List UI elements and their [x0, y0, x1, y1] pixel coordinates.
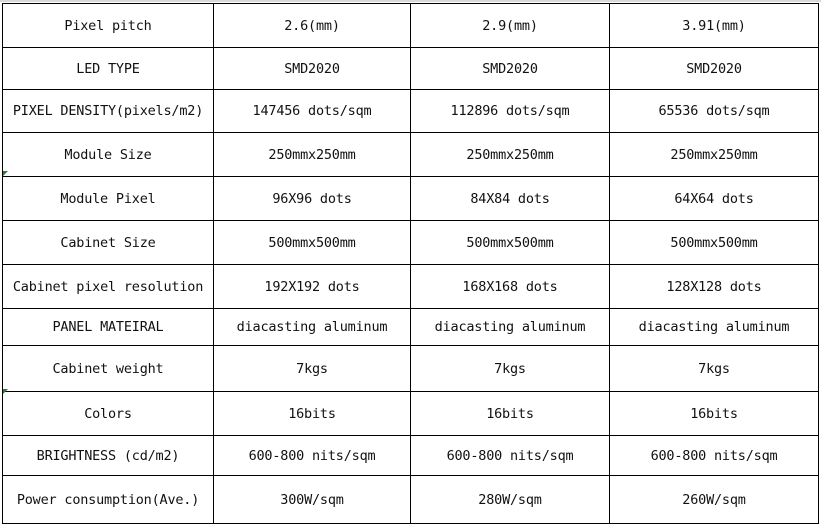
row-label-cabinet-weight: Cabinet weight: [3, 346, 214, 392]
cell-marker-triangle: [3, 171, 8, 176]
table-cell: 16bits: [610, 392, 819, 436]
row-label-colors: Colors: [3, 392, 214, 436]
table-cell: 7kgs: [411, 346, 610, 392]
table-row: [3, 177, 819, 221]
table-cell: 128X128 dots: [610, 265, 819, 309]
cell-marker-triangle: [3, 389, 8, 394]
table-row: [3, 392, 819, 436]
table-cell: 250mmx250mm: [610, 133, 819, 177]
table-cell: 250mmx250mm: [411, 133, 610, 177]
table-cell: diacasting aluminum: [610, 309, 819, 346]
row-label-cabinet-pixel-resolution: Cabinet pixel resolution: [3, 265, 214, 309]
row-label-pixel-density: PIXEL DENSITY(pixels/m2): [3, 90, 214, 133]
led-spec-table: [2, 3, 819, 524]
row-label-brightness: BRIGHTNESS (cd/m2): [3, 436, 214, 476]
table-cell: 500mmx500mm: [610, 221, 819, 265]
table-row: [3, 265, 819, 309]
table-row: [3, 476, 819, 524]
row-label-pixel-pitch: Pixel pitch: [3, 4, 214, 48]
table-cell: 65536 dots/sqm: [610, 90, 819, 133]
table-cell: 600-800 nits/sqm: [610, 436, 819, 476]
table-cell: 147456 dots/sqm: [214, 90, 411, 133]
table-cell: 260W/sqm: [610, 476, 819, 524]
table-row: [3, 346, 819, 392]
table-cell: 300W/sqm: [214, 476, 411, 524]
row-label-power-consumption: Power consumption(Ave.): [3, 476, 214, 524]
table-cell: SMD2020: [214, 48, 411, 90]
table-cell: 600-800 nits/sqm: [214, 436, 411, 476]
table-cell: 7kgs: [610, 346, 819, 392]
table-row: [3, 133, 819, 177]
table-cell: 250mmx250mm: [214, 133, 411, 177]
table-cell: 64X64 dots: [610, 177, 819, 221]
table-row: [3, 309, 819, 346]
table-cell: 2.6(mm): [214, 4, 411, 48]
table-cell: 3.91(mm): [610, 4, 819, 48]
table-cell: 16bits: [411, 392, 610, 436]
row-label-module-size: Module Size: [3, 133, 214, 177]
table-row: [3, 90, 819, 133]
table-cell: diacasting aluminum: [214, 309, 411, 346]
table-cell: 500mmx500mm: [214, 221, 411, 265]
top-edge-strip: [0, 0, 821, 2]
table-cell: 500mmx500mm: [411, 221, 610, 265]
table-cell: SMD2020: [610, 48, 819, 90]
table-cell: 7kgs: [214, 346, 411, 392]
table-cell: 96X96 dots: [214, 177, 411, 221]
table-cell: SMD2020: [411, 48, 610, 90]
row-label-panel-material: PANEL MATEIRAL: [3, 309, 214, 346]
table-cell: 84X84 dots: [411, 177, 610, 221]
table-cell: 112896 dots/sqm: [411, 90, 610, 133]
table-row: [3, 48, 819, 90]
table-cell: 2.9(mm): [411, 4, 610, 48]
row-label-cabinet-size: Cabinet Size: [3, 221, 214, 265]
table-cell: 16bits: [214, 392, 411, 436]
table-row: [3, 221, 819, 265]
table-cell: 168X168 dots: [411, 265, 610, 309]
row-label-led-type: LED TYPE: [3, 48, 214, 90]
table-cell: diacasting aluminum: [411, 309, 610, 346]
table-cell: 192X192 dots: [214, 265, 411, 309]
table-cell: 280W/sqm: [411, 476, 610, 524]
table-cell: 600-800 nits/sqm: [411, 436, 610, 476]
table-row: [3, 436, 819, 476]
row-label-module-pixel: Module Pixel: [3, 177, 214, 221]
table-row: [3, 4, 819, 48]
